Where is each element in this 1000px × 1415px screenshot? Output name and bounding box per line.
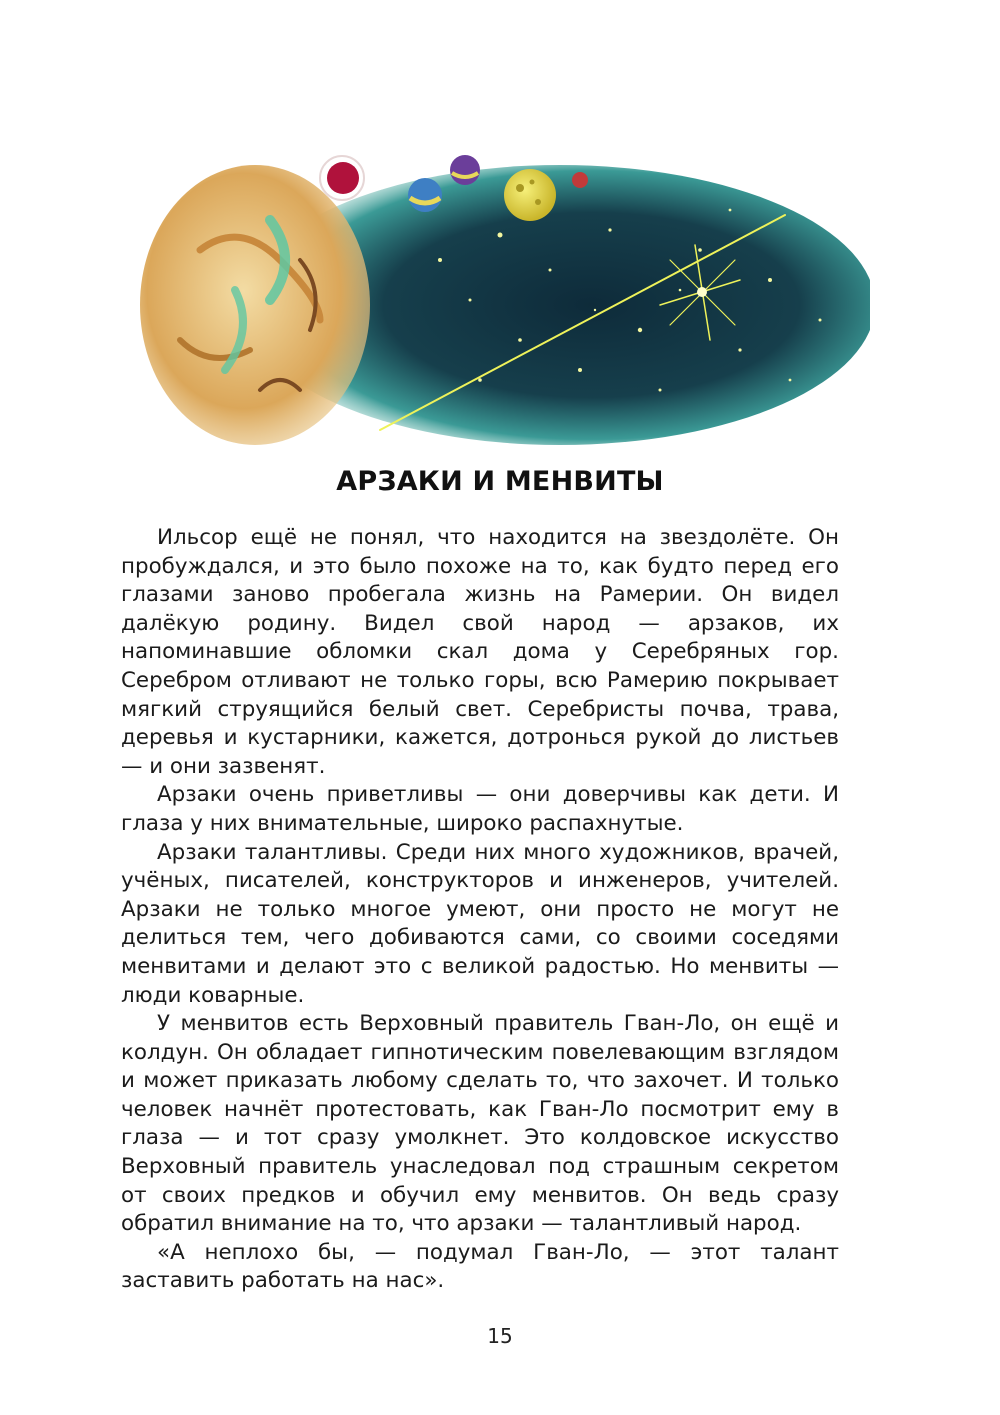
- yellow-moon: [504, 169, 556, 221]
- purple-moon: [450, 155, 480, 185]
- red-moon: [320, 156, 364, 200]
- paragraph-2: Арзаки очень приветливы — они доверчивы как дети. И глаза у них внимательные, широко распахнутые.: [121, 782, 839, 836]
- small-red-moon: [572, 172, 588, 188]
- chapter-illustration: [140, 140, 870, 470]
- paragraph-4: У менвитов есть Верховный правитель Гван-Ло, он ещё и колдун. Он обладает гипнотическим повелевающим взглядом и может приказать любому сделать то, что захочет. И только человек начнёт протестовать, как Гван-Ло посмотрит ему в глаза — и тот сразу умолкнет. Это колдовское искусство Верховный правитель унаследовал под страшным секретом от своих предков и обучил ему менвитов. Он ведь сразу обратил внимание на то, что арзаки — талантливый народ.: [121, 1011, 839, 1237]
- chapter-text: [121, 524, 839, 1296]
- chapter-title: АРЗАКИ И МЕНВИТЫ: [336, 466, 664, 497]
- paragraph-1: Ильсор ещё не понял, что находится на звездолёте. Он пробуждался, и это было похоже на то, как будто перед его глазами заново пробегала жизнь на Рамерии. Он видел далёкую родину. Видел свой народ — арзаков, их напоминавшие обломки скал дома у Серебряных гор. Серебром отливают не только горы, всю Рамерию покрывает мягкий струящийся белый свет. Серебристы почва, трава, деревья и кустарники, кажется, дотронься рукой до листьев — и они зазвенят.: [121, 525, 839, 779]
- large-planet: [140, 165, 370, 445]
- paragraph-5: «А неплохо бы, — подумал Гван-Ло, — этот талант заставить работать на нас».: [121, 1239, 839, 1294]
- page-number: 15: [487, 1324, 513, 1348]
- blue-moon: [408, 178, 442, 212]
- paragraph-3: Арзаки талантливы. Среди них много художников, врачей, учёных, писателей, конструкторов и инженеров, учителей. Арзаки не только многое умеют, они просто не могут не делиться тем, чего добиваются сами, со своими соседями менвитами и делают это с великой радостью. Но менвиты — люди коварные.: [121, 839, 839, 1008]
